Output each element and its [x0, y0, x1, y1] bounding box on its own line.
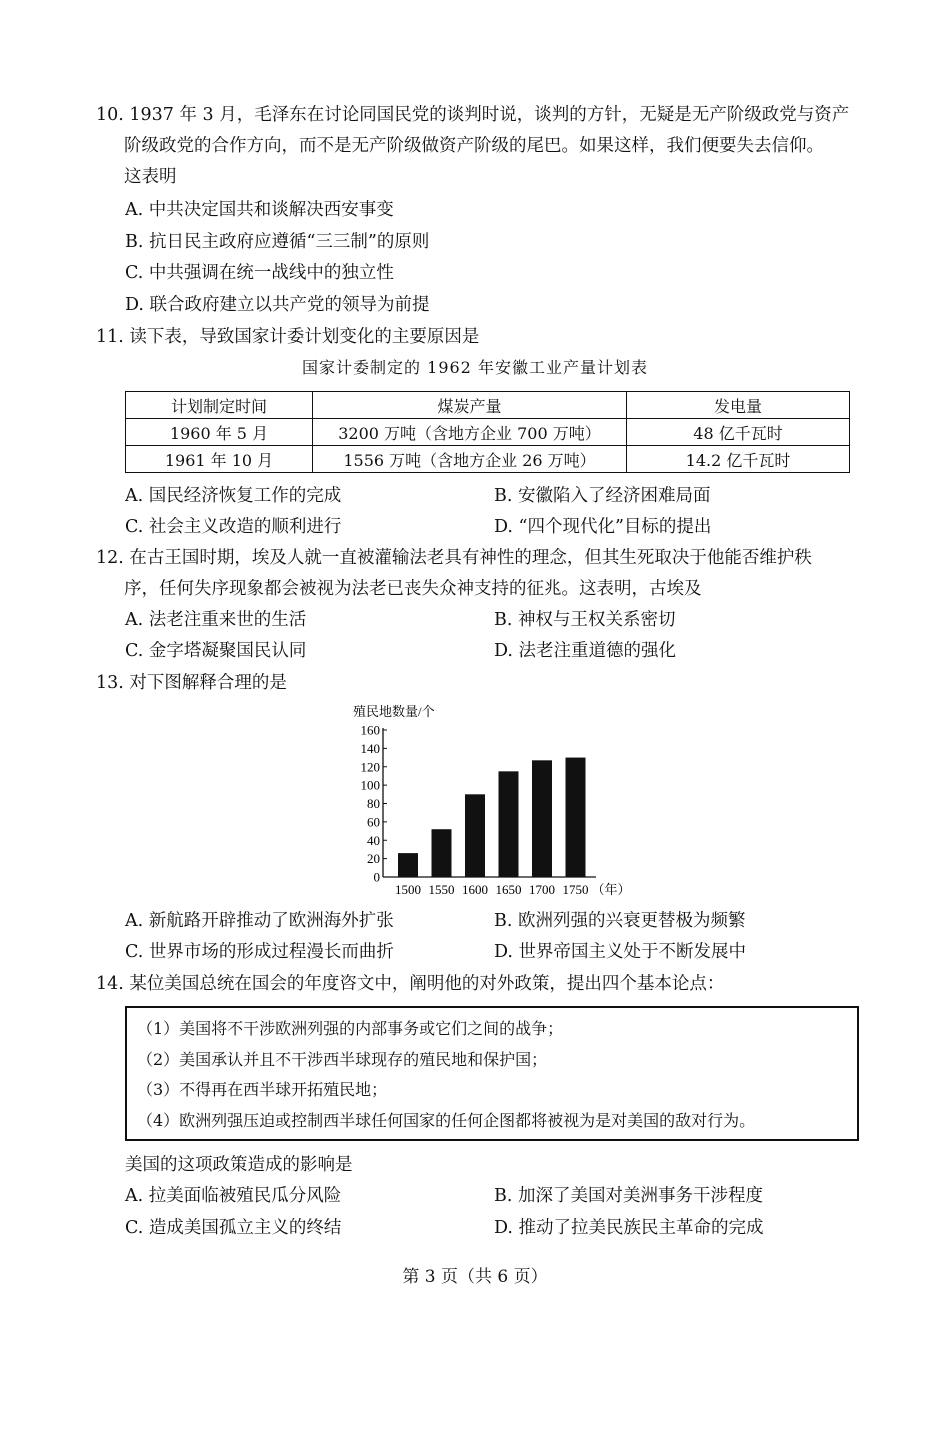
q12-option-d[interactable]: D. 法老注重道德的强化 — [494, 641, 677, 661]
chart-bar — [465, 794, 485, 877]
chart-y-tick-label: 100 — [360, 777, 380, 793]
chart-y-tick-label: 60 — [367, 814, 380, 830]
chart-x-label: （年） — [591, 882, 631, 897]
policy-points-box — [125, 1006, 859, 1141]
question-14 — [96, 969, 876, 1000]
question-12-line: 序，任何失序现象都会被视为法老已丧失众神支持的征兆。这表明，古埃及 — [124, 579, 702, 599]
chart-y-tick-label: 160 — [360, 722, 380, 738]
chart-y-tick-label: 40 — [367, 832, 380, 848]
policy-point: （2）美国承认并且不干涉西半球现存的殖民地和保护国； — [137, 1049, 548, 1069]
q13-option-b[interactable]: B. 欧洲列强的兴衰更替极为频繁 — [494, 911, 746, 931]
chart-y-tick-label: 80 — [367, 796, 380, 811]
table-header: 煤炭产量 — [313, 392, 627, 419]
q11-option-b[interactable]: B. 安徽陷入了经济困难局面 — [494, 486, 711, 506]
q12-option-a[interactable]: A. 法老注重来世的生活 — [125, 610, 307, 630]
question-13 — [96, 668, 876, 699]
q14-option-d[interactable]: D. 推动了拉美民族民主革命的完成 — [494, 1218, 764, 1238]
q14-option-a[interactable]: A. 拉美面临被殖民瓜分风险 — [125, 1186, 342, 1206]
q14-option-c[interactable]: C. 造成美国孤立主义的终结 — [125, 1218, 342, 1238]
question-11 — [96, 322, 876, 353]
chart-bar — [532, 760, 552, 877]
policy-point: （4）欧洲列强压迫或控制西半球任何国家的任何企图都将被视为是对美国的敌对行为。 — [137, 1110, 756, 1130]
q13-option-d[interactable]: D. 世界帝国主义处于不断发展中 — [494, 942, 747, 962]
chart-x-tick-label: 1550 — [428, 882, 455, 897]
chart-y-tick-label: 0 — [373, 869, 380, 885]
chart-x-tick-label: 1500 — [395, 882, 421, 897]
table-cell: 48 亿千瓦时 — [627, 419, 850, 446]
question-10-line: 10. 1937 年 3 月，毛泽东在讨论同国民党的谈判时说，谈判的方针，无疑是无产阶级政党与资产 — [96, 105, 850, 125]
chart-x-tick-label: 1700 — [529, 882, 555, 897]
q10-option-a[interactable]: A. 中共决定国共和谈解决西安事变 — [125, 200, 394, 220]
q11-option-d[interactable]: D. “四个现代化”目标的提出 — [494, 517, 712, 537]
chart-bar — [566, 758, 586, 877]
q13-option-c[interactable]: C. 世界市场的形成过程漫长而曲折 — [125, 942, 394, 962]
q10-option-d[interactable]: D. 联合政府建立以共产党的领导为前提 — [125, 295, 430, 315]
table-cell: 1556 万吨（含地方企业 26 万吨） — [313, 446, 627, 473]
policy-point: （1）美国将不干涉欧洲列强的内部事务或它们之间的战争； — [137, 1019, 564, 1038]
plan-table — [125, 391, 850, 473]
chart-bar — [499, 771, 519, 877]
question-10-line: 这表明 — [124, 167, 177, 187]
question-14-prompt: 美国的这项政策造成的影响是 — [125, 1155, 353, 1175]
table-header: 发电量 — [627, 392, 850, 419]
table-header: 计划制定时间 — [126, 392, 313, 419]
table-row — [126, 419, 850, 446]
table-cell: 1961 年 10 月 — [126, 446, 313, 473]
table-header-row — [126, 392, 850, 419]
question-12 — [96, 543, 876, 605]
q14-option-b[interactable]: B. 加深了美国对美洲事务干涉程度 — [494, 1186, 763, 1206]
chart-y-tick-label: 20 — [367, 851, 380, 867]
page-footer: 第 3 页（共 6 页） — [402, 1267, 548, 1287]
question-10 — [96, 100, 876, 193]
q13-option-a[interactable]: A. 新航路开辟推动了欧洲海外扩张 — [125, 911, 394, 931]
question-14-stem: 14. 某位美国总统在国会的年度咨文中，阐明他的对外政策，提出四个基本论点： — [96, 974, 725, 994]
chart-x-tick-label: 1650 — [495, 882, 522, 897]
q11-option-a[interactable]: A. 国民经济恢复工作的完成 — [125, 486, 342, 506]
q12-option-c[interactable]: C. 金字塔凝聚国民认同 — [125, 641, 307, 661]
chart-y-tick-label: 140 — [360, 740, 380, 756]
colony-bar-chart — [345, 700, 645, 900]
q10-option-c[interactable]: C. 中共强调在统一战线中的独立性 — [125, 263, 394, 283]
chart-x-tick-label: 1750 — [562, 882, 589, 897]
chart-bar — [432, 829, 452, 877]
q11-option-c[interactable]: C. 社会主义改造的顺利进行 — [125, 517, 342, 537]
chart-y-tick-label: 120 — [360, 759, 380, 775]
question-11-stem: 11. 读下表，导致国家计委计划变化的主要原因是 — [96, 327, 480, 347]
question-10-line: 阶级政党的合作方向，而不是无产阶级做资产阶级的尾巴。如果这样，我们便要失去信仰。 — [124, 136, 824, 156]
q10-option-b[interactable]: B. 抗日民主政府应遵循“三三制”的原则 — [125, 232, 430, 252]
question-13-stem: 13. 对下图解释合理的是 — [96, 673, 287, 693]
chart-y-label: 殖民地数量/个 — [353, 704, 435, 719]
chart-x-tick-label: 1600 — [462, 882, 488, 897]
table-caption: 国家计委制定的 1962 年安徽工业产量计划表 — [302, 358, 648, 377]
table-cell: 1960 年 5 月 — [126, 419, 313, 446]
table-cell: 3200 万吨（含地方企业 700 万吨） — [313, 419, 627, 446]
q12-option-b[interactable]: B. 神权与王权关系密切 — [494, 610, 676, 630]
table-cell: 14.2 亿千瓦时 — [627, 446, 850, 473]
chart-bars — [398, 758, 586, 877]
chart-bar — [398, 853, 418, 877]
question-12-line: 12. 在古王国时期，埃及人就一直被灌输法老具有神性的理念，但其生死取决于他能否维护秩 — [96, 548, 812, 568]
policy-point: （3）不得再在西半球开拓殖民地； — [137, 1080, 388, 1099]
table-row — [126, 446, 850, 473]
